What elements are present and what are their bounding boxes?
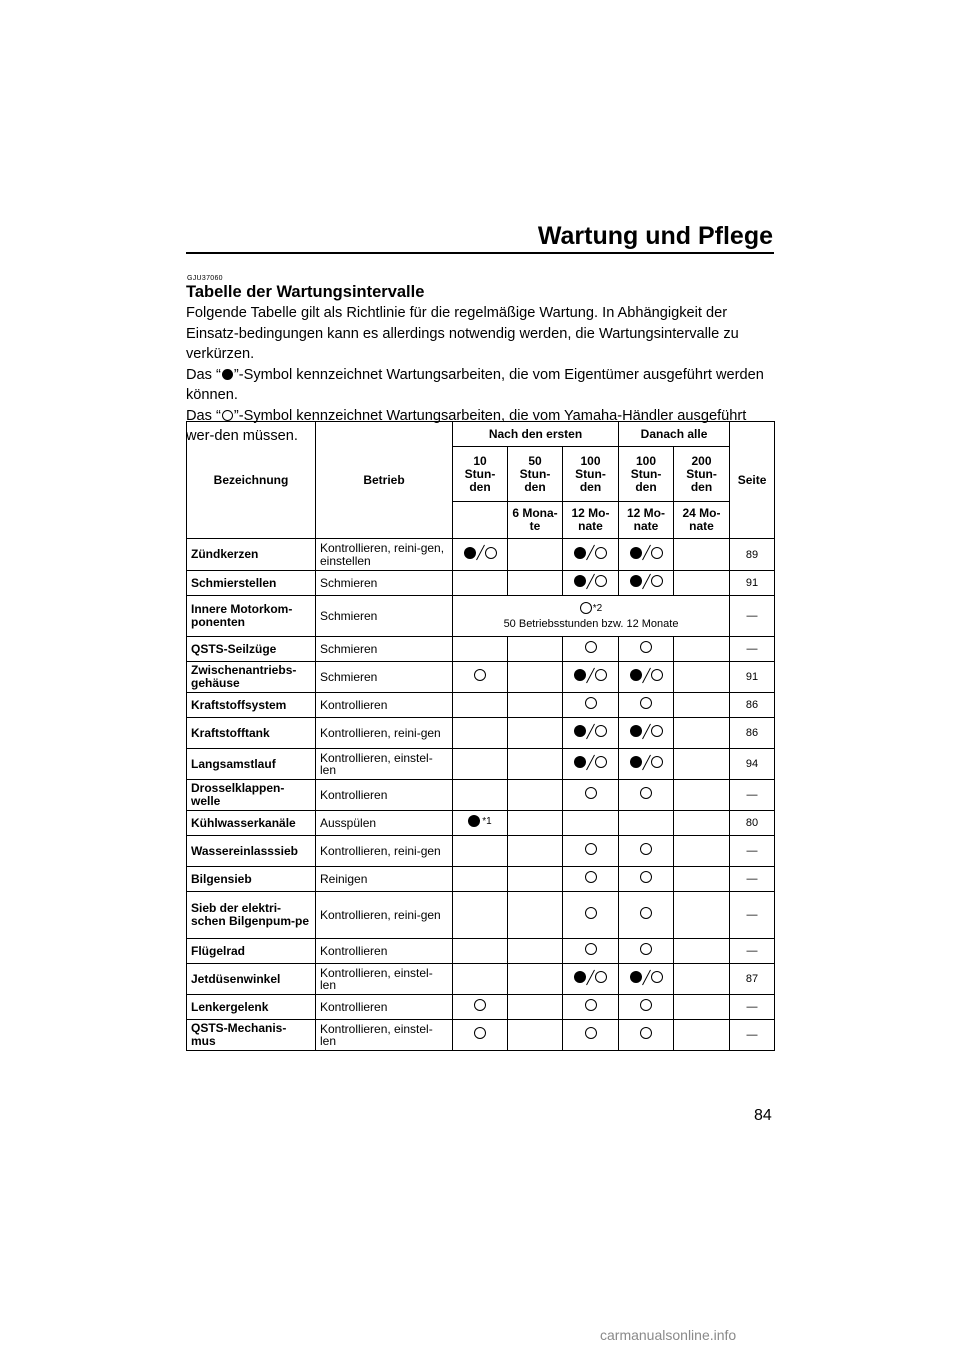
open-circle-icon — [640, 907, 652, 919]
header-12-months: 12 Mo-nate — [563, 502, 619, 539]
interval-mark — [563, 571, 619, 596]
interval-mark — [453, 693, 508, 718]
interval-mark — [674, 964, 730, 995]
row-operation: Kontrollieren — [316, 780, 453, 811]
slash-icon — [643, 545, 650, 560]
filled-circle-icon — [574, 575, 586, 587]
row-name: Schmierstellen — [187, 571, 316, 596]
row-operation: Schmieren — [316, 596, 453, 637]
interval-mark — [453, 836, 508, 867]
interval-mark — [508, 836, 563, 867]
interval-mark — [508, 780, 563, 811]
row-operation: Schmieren — [316, 637, 453, 662]
section-code: GJU37060 — [187, 275, 223, 282]
open-circle-icon — [595, 971, 607, 983]
row-operation: Schmieren — [316, 662, 453, 693]
interval-mark — [453, 662, 508, 693]
title-rule — [186, 252, 774, 254]
header-10-hours: 10 Stun-den — [453, 447, 508, 502]
open-circle-icon — [585, 697, 597, 709]
table-row — [187, 964, 775, 995]
open-circle-icon — [595, 756, 607, 768]
row-operation: Kontrollieren, reini-gen — [316, 836, 453, 867]
interval-mark — [619, 539, 674, 571]
interval-mark — [619, 892, 674, 939]
filled-circle-icon — [630, 669, 642, 681]
interval-mark — [674, 811, 730, 836]
interval-mark — [563, 867, 619, 892]
interval-mark — [563, 836, 619, 867]
slash-icon — [643, 724, 650, 739]
interval-mark — [619, 939, 674, 964]
slash-icon — [477, 545, 484, 560]
interval-mark — [563, 1020, 619, 1051]
interval-mark — [508, 867, 563, 892]
header-every: Danach alle — [619, 422, 730, 447]
header-100-hours: 100 Stun-den — [563, 447, 619, 502]
footnote-marker: *1 — [482, 815, 492, 827]
row-operation: Kontrollieren, einstel-len — [316, 964, 453, 995]
interval-mark — [619, 995, 674, 1020]
interval-mark — [453, 811, 508, 836]
maintenance-table — [186, 421, 775, 1051]
interval-mark — [563, 693, 619, 718]
intro-paragraph: Folgende Tabelle gilt als Richtlinie für die regelmäßige Wartung. In Abhängigkeit der Einsatz-bedingungen kann es allerdings notwendig werden, die Wartungsintervalle zu verkürzen. — [186, 305, 739, 362]
interval-mark — [563, 780, 619, 811]
interval-mark — [619, 780, 674, 811]
header-24-months: 24 Mo-nate — [674, 502, 730, 539]
interval-mark — [453, 637, 508, 662]
interval-mark — [453, 780, 508, 811]
interval-mark — [674, 892, 730, 939]
open-circle-icon — [651, 547, 663, 559]
interval-mark — [563, 662, 619, 693]
row-name: Langsamstlauf — [187, 749, 316, 780]
table-row — [187, 539, 775, 571]
filled-circle-icon — [630, 725, 642, 737]
interval-mark — [674, 637, 730, 662]
interval-mark — [674, 718, 730, 749]
slash-icon — [587, 970, 594, 985]
table-row — [187, 892, 775, 939]
open-circle-icon — [585, 843, 597, 855]
open-circle-icon — [640, 641, 652, 653]
open-circle-icon — [595, 575, 607, 587]
table-row — [187, 637, 775, 662]
intro-owner-symbol-line — [186, 365, 776, 406]
open-circle-icon — [651, 756, 663, 768]
row-operation: Kontrollieren, einstel-len — [316, 749, 453, 780]
header-months-blank — [453, 502, 508, 539]
interval-mark — [674, 749, 730, 780]
slash-icon — [643, 574, 650, 589]
open-circle-icon — [640, 697, 652, 709]
interval-mark — [453, 867, 508, 892]
slash-icon — [587, 724, 594, 739]
open-circle-icon — [651, 669, 663, 681]
slash-icon — [587, 545, 594, 560]
interval-mark — [508, 662, 563, 693]
row-operation: Reinigen — [316, 867, 453, 892]
intro-owner-text: ”-Symbol kennzeichnet Wartungsarbeiten, die vom Eigentümer ausgeführt werden können. — [186, 366, 764, 403]
watermark: carmanualsonline.info — [600, 1327, 737, 1343]
interval-mark — [674, 693, 730, 718]
interval-mark — [508, 693, 563, 718]
row-page: 91 — [730, 571, 775, 596]
row-operation: Kontrollieren — [316, 693, 453, 718]
filled-circle-icon — [630, 971, 642, 983]
intro-dealer-prefix: Das “ — [186, 407, 221, 424]
header-50-hours: 50 Stun-den — [508, 447, 563, 502]
interval-mark — [619, 811, 674, 836]
row-name: Bilgensieb — [187, 867, 316, 892]
open-circle-icon — [474, 1027, 486, 1039]
table-row — [187, 1020, 775, 1051]
interval-mark — [619, 964, 674, 995]
table-row — [187, 811, 775, 836]
header-200-hours: 200 Stun-den — [674, 447, 730, 502]
interval-mark — [453, 539, 508, 571]
row-page: — — [730, 867, 775, 892]
row-page: — — [730, 995, 775, 1020]
slash-icon — [643, 970, 650, 985]
open-circle-icon — [640, 843, 652, 855]
row-page: 87 — [730, 964, 775, 995]
filled-circle-icon — [574, 547, 586, 559]
header-name: Bezeichnung — [187, 422, 316, 539]
row-name: Kraftstoffsystem — [187, 693, 316, 718]
open-circle-icon — [640, 871, 652, 883]
table-row — [187, 693, 775, 718]
interval-mark — [563, 939, 619, 964]
interval-mark — [508, 1020, 563, 1051]
table-row — [187, 995, 775, 1020]
interval-mark — [674, 995, 730, 1020]
header-initial: Nach den ersten — [453, 422, 619, 447]
interval-mark — [563, 811, 619, 836]
interval-mark — [619, 749, 674, 780]
row-name: Flügelrad — [187, 939, 316, 964]
row-page: 86 — [730, 718, 775, 749]
table-row — [187, 718, 775, 749]
interval-mark — [563, 995, 619, 1020]
row-operation: Kontrollieren, einstel-len — [316, 1020, 453, 1051]
row-name: Kraftstofftank — [187, 718, 316, 749]
interval-mark — [674, 571, 730, 596]
row-page: 86 — [730, 693, 775, 718]
header-6-months: 6 Mona-te — [508, 502, 563, 539]
filled-circle-icon — [464, 547, 476, 559]
row-page: 91 — [730, 662, 775, 693]
interval-mark — [453, 995, 508, 1020]
row-name: Drosselklappen-welle — [187, 780, 316, 811]
filled-circle-icon — [574, 756, 586, 768]
table-row — [187, 571, 775, 596]
interval-mark — [619, 693, 674, 718]
row-operation: Schmieren — [316, 571, 453, 596]
interval-mark — [508, 892, 563, 939]
table-row — [187, 749, 775, 780]
row-operation: Kontrollieren — [316, 995, 453, 1020]
row-page: 89 — [730, 539, 775, 571]
maintenance-rows — [187, 539, 775, 1051]
interval-mark — [563, 892, 619, 939]
interval-mark — [563, 637, 619, 662]
open-circle-icon — [585, 787, 597, 799]
open-circle-icon — [474, 999, 486, 1011]
row-page: — — [730, 836, 775, 867]
interval-mark — [619, 1020, 674, 1051]
open-circle-icon — [585, 999, 597, 1011]
row-name: Sieb der elektri-schen Bilgenpum-pe — [187, 892, 316, 939]
open-circle-icon — [595, 669, 607, 681]
slash-icon — [587, 755, 594, 770]
interval-mark — [508, 718, 563, 749]
row-operation: Kontrollieren, reini-gen — [316, 892, 453, 939]
open-circle-icon — [585, 871, 597, 883]
interval-mark — [453, 571, 508, 596]
header-12-months-every: 12 Mo-nate — [619, 502, 674, 539]
header-page: Seite — [730, 422, 775, 539]
row-name: QSTS-Mechanis-mus — [187, 1020, 316, 1051]
open-circle-icon — [585, 943, 597, 955]
interval-mark — [453, 892, 508, 939]
filled-circle-icon — [630, 756, 642, 768]
row-page: — — [730, 939, 775, 964]
filled-circle-icon — [222, 369, 233, 380]
page-number: 84 — [754, 1107, 772, 1124]
interval-mark — [453, 1020, 508, 1051]
interval-mark — [619, 662, 674, 693]
filled-circle-icon — [468, 815, 480, 827]
open-circle-icon — [595, 547, 607, 559]
row-operation: Kontrollieren, reini-gen, einstellen — [316, 539, 453, 571]
interval-mark — [508, 811, 563, 836]
table-row — [187, 662, 775, 693]
interval-mark — [508, 571, 563, 596]
table-row — [187, 867, 775, 892]
row-page: — — [730, 596, 775, 637]
interval-mark — [508, 939, 563, 964]
interval-mark — [508, 749, 563, 780]
interval-mark — [453, 749, 508, 780]
footnote-marker: *2 — [592, 602, 603, 614]
intro-dealer-text: ”-Symbol kennzeichnet Wartungsarbeiten, die vom Yamaha-Händler ausgeführt wer-den müssen. — [186, 407, 747, 444]
interval-mark — [619, 637, 674, 662]
table-row — [187, 939, 775, 964]
interval-mark — [563, 964, 619, 995]
row-name: Lenkergelenk — [187, 995, 316, 1020]
open-circle-icon — [474, 669, 486, 681]
interval-mark — [453, 939, 508, 964]
row-page: — — [730, 637, 775, 662]
interval-mark — [674, 836, 730, 867]
row-name: Zwischenantriebs-gehäuse — [187, 662, 316, 693]
interval-mark — [619, 836, 674, 867]
interval-mark — [563, 749, 619, 780]
header-operation: Betrieb — [316, 422, 453, 539]
filled-circle-icon — [574, 669, 586, 681]
interval-mark — [674, 939, 730, 964]
row-name: Zündkerzen — [187, 539, 316, 571]
interval-mark — [453, 718, 508, 749]
open-circle-icon — [640, 787, 652, 799]
interval-mark — [619, 867, 674, 892]
interval-mark — [674, 1020, 730, 1051]
slash-icon — [587, 574, 594, 589]
open-circle-icon — [651, 725, 663, 737]
open-circle-icon — [640, 943, 652, 955]
row-page: — — [730, 892, 775, 939]
interval-mark — [508, 539, 563, 571]
interval-note-text: 50 Betriebsstunden bzw. 12 Monate — [503, 617, 679, 630]
interval-mark — [619, 571, 674, 596]
open-circle-icon — [595, 725, 607, 737]
table-row — [187, 596, 775, 637]
interval-mark — [674, 662, 730, 693]
interval-mark — [674, 539, 730, 571]
row-page: — — [730, 780, 775, 811]
open-circle-icon — [585, 1027, 597, 1039]
table-row — [187, 836, 775, 867]
header-100-hours-every: 100 Stun-den — [619, 447, 674, 502]
interval-mark — [508, 995, 563, 1020]
interval-mark — [508, 637, 563, 662]
open-circle-icon — [222, 410, 233, 421]
open-circle-icon — [580, 602, 592, 614]
row-name: Kühlwasserkanäle — [187, 811, 316, 836]
interval-mark — [453, 602, 729, 618]
filled-circle-icon — [574, 725, 586, 737]
slash-icon — [643, 755, 650, 770]
interval-mark — [674, 867, 730, 892]
interval-mark — [508, 964, 563, 995]
open-circle-icon — [640, 999, 652, 1011]
filled-circle-icon — [574, 971, 586, 983]
row-operation: Ausspülen — [316, 811, 453, 836]
open-circle-icon — [651, 575, 663, 587]
table-row — [187, 780, 775, 811]
open-circle-icon — [585, 641, 597, 653]
row-operation: Kontrollieren, reini-gen — [316, 718, 453, 749]
page-title: Wartung und Pflege — [537, 222, 773, 250]
interval-mark — [619, 718, 674, 749]
open-circle-icon — [485, 547, 497, 559]
row-name: QSTS-Seilzüge — [187, 637, 316, 662]
open-circle-icon — [585, 907, 597, 919]
slash-icon — [587, 668, 594, 683]
interval-note — [453, 596, 730, 637]
interval-mark — [674, 780, 730, 811]
filled-circle-icon — [630, 575, 642, 587]
open-circle-icon — [651, 971, 663, 983]
row-page: 94 — [730, 749, 775, 780]
slash-icon — [643, 668, 650, 683]
filled-circle-icon — [630, 547, 642, 559]
row-name: Jetdüsenwinkel — [187, 964, 316, 995]
row-name: Wassereinlasssieb — [187, 836, 316, 867]
row-operation: Kontrollieren — [316, 939, 453, 964]
open-circle-icon — [640, 1027, 652, 1039]
interval-mark — [453, 964, 508, 995]
row-page: 80 — [730, 811, 775, 836]
section-heading: Tabelle der Wartungsintervalle — [186, 283, 425, 301]
interval-mark — [563, 718, 619, 749]
interval-mark — [563, 539, 619, 571]
row-page: — — [730, 1020, 775, 1051]
row-name: Innere Motorkom-ponenten — [187, 596, 316, 637]
intro-owner-prefix: Das “ — [186, 366, 221, 383]
